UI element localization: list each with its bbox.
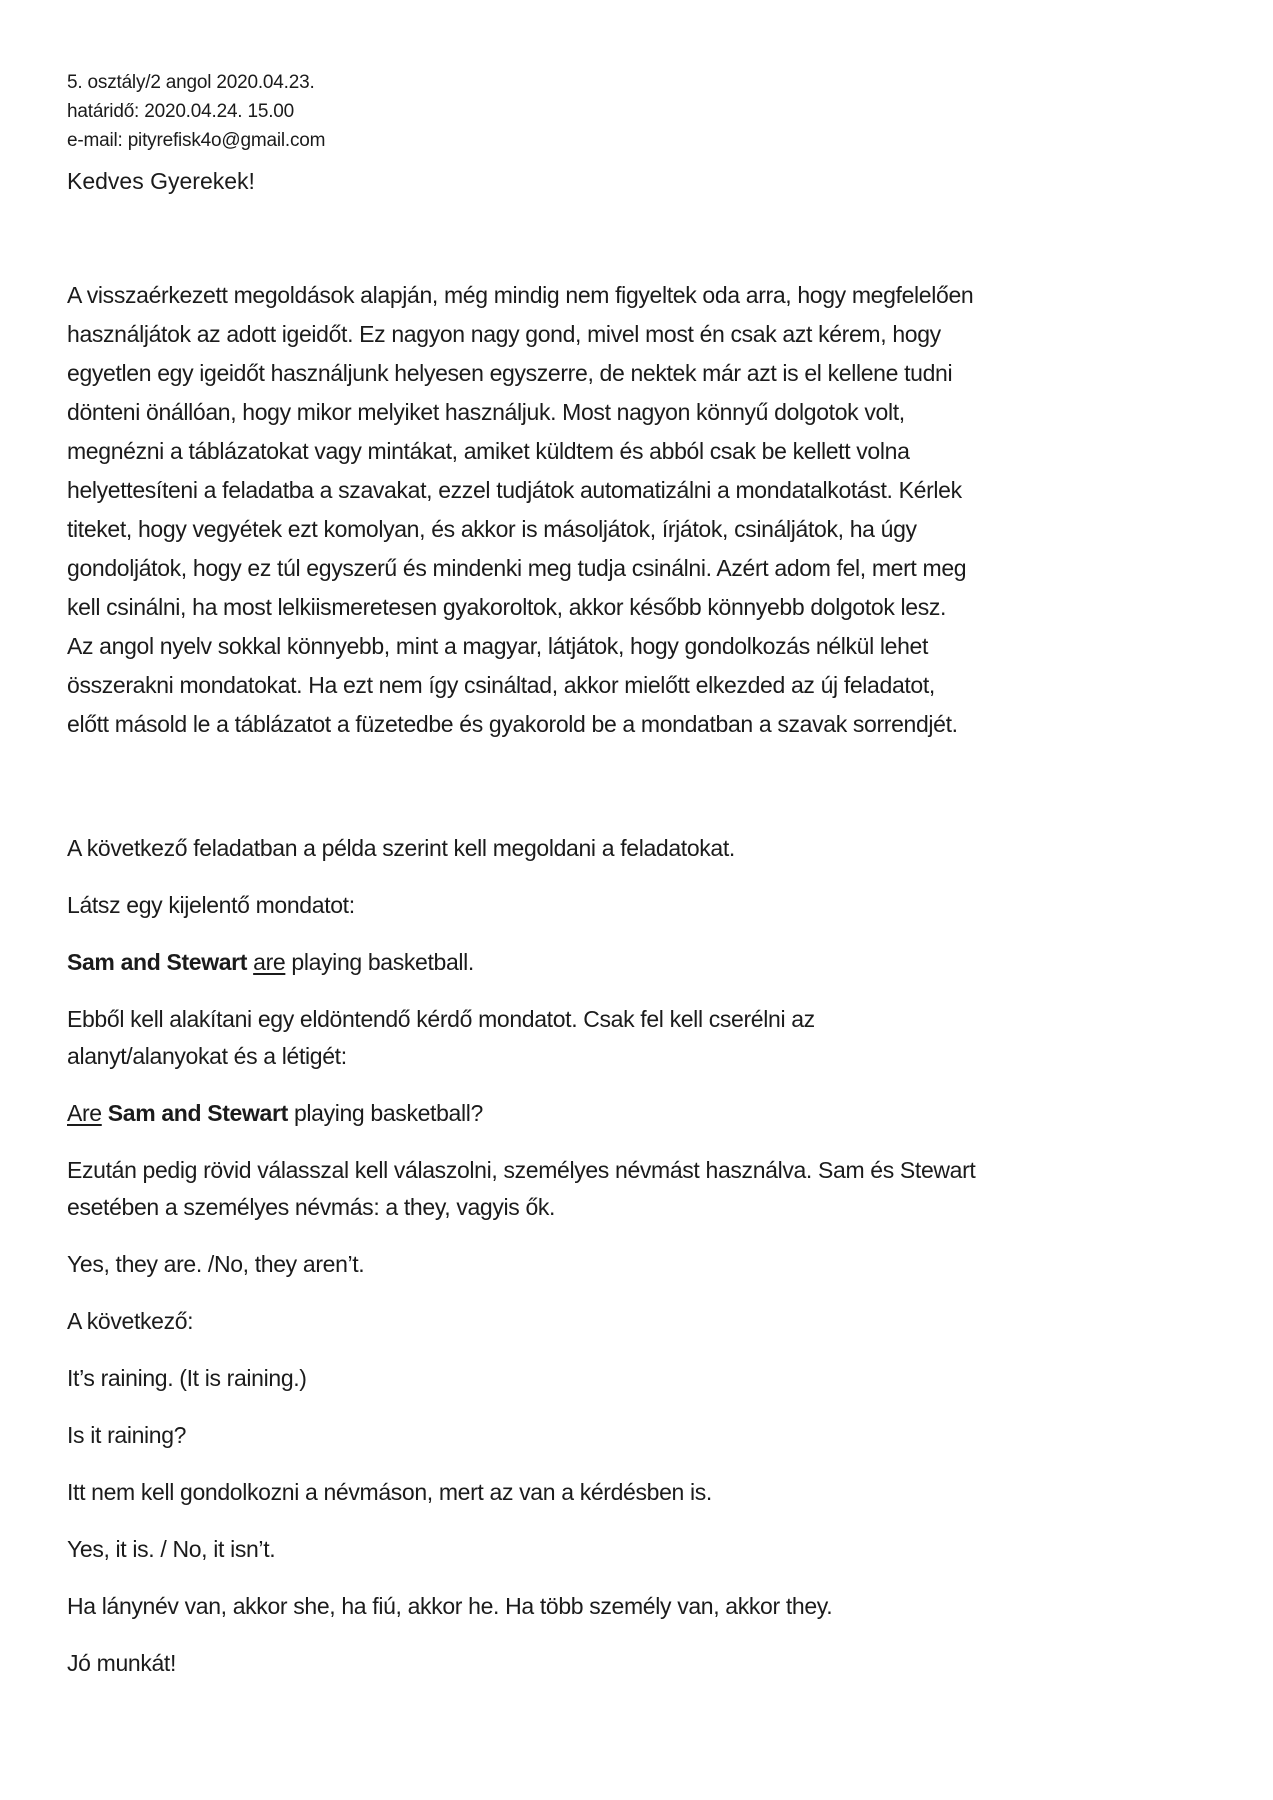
intro-line: előtt másold le a táblázatot a füzetedbe és gyakorold be a mondatban a szavak sorrendjét.	[67, 711, 958, 737]
short-answer-note-line: esetében a személyes névmás: a they, vagyis ők.	[67, 1194, 556, 1220]
intro-line: megnézni a táblázatokat vagy mintákat, amiket küldtem és abból csak be kellett volna	[67, 438, 910, 464]
example-question-subject: Sam and Stewart	[107, 1100, 288, 1126]
intro-line: használjátok az adott igeidőt. Ez nagyon nagy gond, mivel most én csak azt kérem, hogy	[67, 321, 941, 347]
intro-line: A visszaérkezett megoldások alapján, még mindig nem figyeltek oda arra, hogy megfelelően	[67, 282, 974, 308]
intro-line: kell csinálni, ha most lelkiismeretesen gyakoroltok, akkor később könnyebb dolgotok lesz.	[67, 594, 947, 620]
example-question-rest: playing basketball?	[293, 1100, 483, 1126]
example-statement	[67, 944, 1218, 981]
short-answer-note	[67, 1152, 1218, 1226]
intro-line: összerakni mondatokat. Ha ezt nem így csináltad, akkor mielőtt elkezded az új feladatot,	[67, 672, 935, 698]
pronoun-rule: Ha lánynév van, akkor she, ha fiú, akkor he. Ha több személy van, akkor they.	[67, 1593, 833, 1619]
pronoun-note: Itt nem kell gondolkozni a névmáson, mert az van a kérdésben is.	[67, 1479, 712, 1505]
closing: Jó munkát!	[67, 1650, 176, 1676]
greeting: Kedves Gyerekek!	[67, 168, 255, 194]
intro-line: gondoljátok, hogy ez túl egyszerű és mindenki meg tudja csinálni. Azért adom fel, mert meg	[67, 555, 967, 581]
intro-line: egyetlen egy igeidőt használjunk helyesen egyszerre, de nektek már azt is el kellene tudni	[67, 360, 953, 386]
intro-line: Az angol nyelv sokkal könnyebb, mint a magyar, látjátok, hogy gondolkozás nélkül lehet	[67, 633, 929, 659]
task-intro: A következő feladatban a példa szerint kell megoldani a feladatokat.	[67, 835, 735, 861]
intro-line: helyettesíteni a feladatba a szavakat, ezzel tudjátok automatizálni a mondatalkotást. Kérlek	[67, 477, 962, 503]
next-label: A következő:	[67, 1308, 194, 1334]
intro-line: dönteni önállóan, hogy mikor melyiket használjuk. Most nagyon könnyű dolgotok volt,	[67, 399, 905, 425]
raining-statement: It’s raining. (It is raining.)	[67, 1365, 307, 1391]
deadline-line: határidő: 2020.04.24. 15.00	[67, 101, 295, 122]
transform-note-line: alanyt/alanyokat és a létigét:	[67, 1043, 347, 1069]
answer-example-it: Yes, it is. / No, it isn’t.	[67, 1536, 276, 1562]
intro-line: titeket, hogy vegyétek ezt komolyan, és akkor is másoljátok, írjátok, csináljátok, ha úgy	[67, 516, 917, 542]
transform-note	[67, 1001, 1218, 1075]
example-statement-verb: are	[253, 949, 286, 975]
intro-paragraph	[67, 276, 1218, 744]
header	[67, 68, 1218, 196]
example-question	[67, 1095, 1218, 1132]
statement-label: Látsz egy kijelentő mondatot:	[67, 892, 355, 918]
example-statement-rest: playing basketball.	[291, 949, 474, 975]
example-statement-subject: Sam and Stewart	[67, 949, 248, 975]
answer-example-they: Yes, they are. /No, they aren’t.	[67, 1251, 365, 1277]
transform-note-line: Ebből kell alakítani egy eldöntendő kérdő mondatot. Csak fel kell cserélni az	[67, 1006, 815, 1032]
short-answer-note-line: Ezután pedig rövid válasszal kell válaszolni, személyes névmást használva. Sam és Stewart	[67, 1157, 976, 1183]
email-line: e-mail: pityrefisk4o@gmail.com	[67, 130, 326, 151]
raining-question: Is it raining?	[67, 1422, 187, 1448]
example-question-verb: Are	[67, 1100, 102, 1126]
body-section	[67, 830, 1218, 1682]
class-info-line: 5. osztály/2 angol 2020.04.23.	[67, 72, 315, 93]
